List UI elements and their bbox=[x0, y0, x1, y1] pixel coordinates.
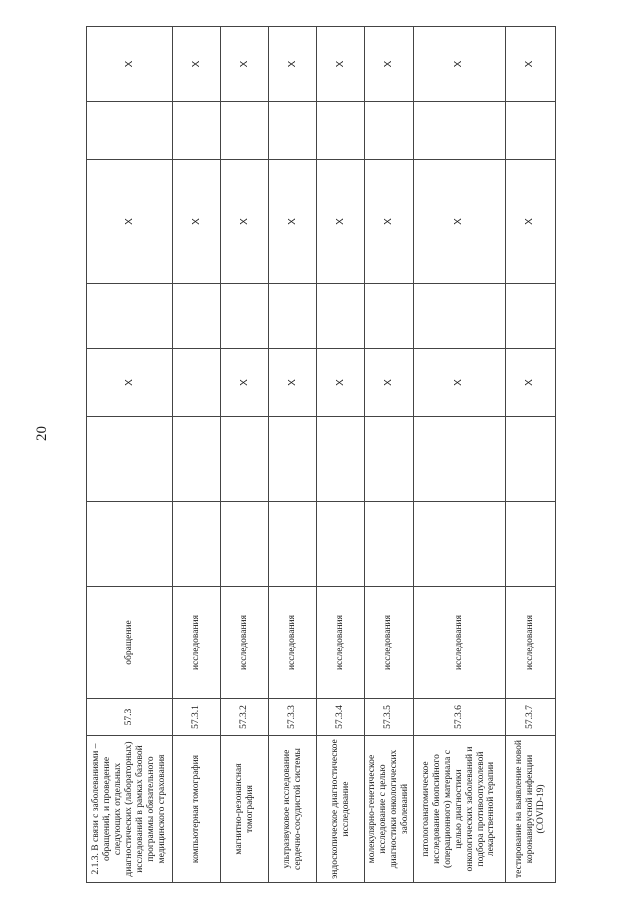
mark-cell bbox=[269, 284, 317, 349]
mark-cell bbox=[173, 102, 221, 160]
mark-cell: X bbox=[365, 27, 414, 102]
mark-cell bbox=[221, 102, 269, 160]
row-unit-cell: исследования bbox=[173, 587, 221, 699]
row-code-cell: 57.3 bbox=[87, 699, 173, 736]
mark-cell: X bbox=[269, 27, 317, 102]
mark-cell bbox=[173, 417, 221, 502]
mark-cell: X bbox=[221, 349, 269, 417]
mark-cell bbox=[505, 284, 555, 349]
row-code-cell: 57.3.5 bbox=[365, 699, 414, 736]
mark-cell bbox=[173, 284, 221, 349]
mark-cell bbox=[413, 284, 505, 349]
mark-cell bbox=[365, 417, 414, 502]
table-row bbox=[269, 27, 317, 883]
table-row bbox=[173, 27, 221, 883]
mark-cell bbox=[505, 417, 555, 502]
table-row bbox=[365, 27, 414, 883]
mark-cell bbox=[505, 502, 555, 587]
row-code-cell: 57.3.2 bbox=[221, 699, 269, 736]
row-unit-cell: исследования bbox=[317, 587, 365, 699]
mark-cell bbox=[87, 102, 173, 160]
row-name-cell: тестирование на выявление новой коронавирусной инфекции (COVID-19) bbox=[505, 736, 555, 883]
row-name-cell: эндоскопическое диагностическое исследование bbox=[317, 736, 365, 883]
mark-cell bbox=[365, 502, 414, 587]
mark-cell bbox=[87, 417, 173, 502]
mark-cell bbox=[173, 349, 221, 417]
row-name-cell: магнитно-резонансная томография bbox=[221, 736, 269, 883]
mark-cell bbox=[413, 102, 505, 160]
mark-cell: X bbox=[87, 349, 173, 417]
mark-cell bbox=[413, 502, 505, 587]
mark-cell bbox=[173, 502, 221, 587]
mark-cell: X bbox=[173, 27, 221, 102]
mark-cell: X bbox=[87, 160, 173, 284]
table-row bbox=[87, 27, 173, 883]
mark-cell: X bbox=[317, 160, 365, 284]
mark-cell bbox=[317, 102, 365, 160]
mark-cell: X bbox=[413, 27, 505, 102]
mark-cell: X bbox=[269, 160, 317, 284]
mark-cell bbox=[221, 417, 269, 502]
mark-cell bbox=[221, 502, 269, 587]
mark-cell bbox=[269, 502, 317, 587]
row-unit-cell: исследования bbox=[365, 587, 414, 699]
row-code-cell: 57.3.7 bbox=[505, 699, 555, 736]
mark-cell: X bbox=[317, 27, 365, 102]
row-code-cell: 57.3.3 bbox=[269, 699, 317, 736]
mark-cell bbox=[365, 102, 414, 160]
row-unit-cell: обращение bbox=[87, 587, 173, 699]
table-body bbox=[87, 27, 556, 883]
row-name-cell: 2.1.3. В связи с заболеваниями – обращений, и проведение следующих отдельных диагностических (лабораторных) исследований в рамках базовой программы обязательного медицинского страхования bbox=[87, 736, 173, 883]
table-row bbox=[505, 27, 555, 883]
row-name-cell: компьютерная томография bbox=[173, 736, 221, 883]
mark-cell bbox=[505, 102, 555, 160]
row-unit-cell: исследования bbox=[269, 587, 317, 699]
mark-cell bbox=[269, 417, 317, 502]
mark-cell: X bbox=[269, 349, 317, 417]
mark-cell: X bbox=[221, 27, 269, 102]
row-unit-cell: исследования bbox=[413, 587, 505, 699]
mark-cell: X bbox=[173, 160, 221, 284]
mark-cell bbox=[87, 502, 173, 587]
mark-cell: X bbox=[505, 27, 555, 102]
mark-cell bbox=[365, 284, 414, 349]
mark-cell: X bbox=[413, 349, 505, 417]
row-code-cell: 57.3.6 bbox=[413, 699, 505, 736]
mark-cell: X bbox=[505, 349, 555, 417]
table-row bbox=[221, 27, 269, 883]
mark-cell bbox=[221, 284, 269, 349]
mark-cell: X bbox=[365, 349, 414, 417]
mark-cell bbox=[317, 284, 365, 349]
mark-cell bbox=[269, 102, 317, 160]
mark-cell bbox=[317, 417, 365, 502]
row-name-cell: молекулярно-генетическое исследование с целью диагностики онкологических заболеваний bbox=[365, 736, 414, 883]
rotated-table-container bbox=[86, 27, 554, 883]
page-number: 20 bbox=[34, 426, 50, 441]
table-row bbox=[317, 27, 365, 883]
row-unit-cell: исследования bbox=[505, 587, 555, 699]
mark-cell: X bbox=[413, 160, 505, 284]
row-code-cell: 57.3.4 bbox=[317, 699, 365, 736]
row-name-cell: ультразвуковое исследование сердечно-сосудистой системы bbox=[269, 736, 317, 883]
mark-cell: X bbox=[317, 349, 365, 417]
row-unit-cell: исследования bbox=[221, 587, 269, 699]
mark-cell: X bbox=[221, 160, 269, 284]
mark-cell: X bbox=[87, 27, 173, 102]
mark-cell: X bbox=[365, 160, 414, 284]
table-row bbox=[413, 27, 505, 883]
data-table bbox=[86, 26, 556, 883]
mark-cell bbox=[87, 284, 173, 349]
mark-cell bbox=[317, 502, 365, 587]
mark-cell: X bbox=[505, 160, 555, 284]
mark-cell bbox=[413, 417, 505, 502]
row-name-cell: патологоанатомическое исследование биопсийного (операционного) материала с целью диагностики онкологических заболеваний и подбора противоопухолевой лекарственной терапии bbox=[413, 736, 505, 883]
row-code-cell: 57.3.1 bbox=[173, 699, 221, 736]
